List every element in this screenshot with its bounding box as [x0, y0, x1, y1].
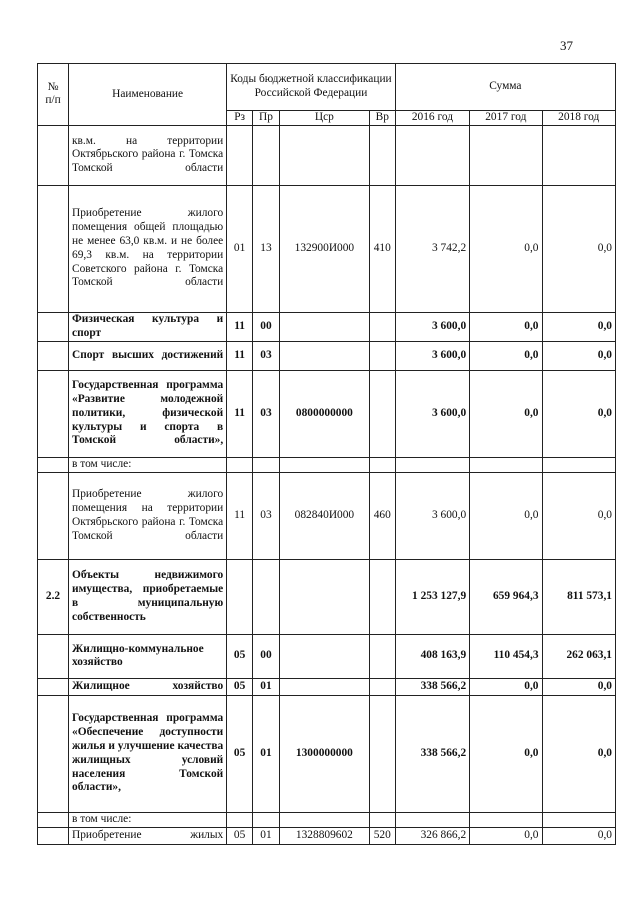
- row-vr: 460: [369, 472, 395, 559]
- row-vr: [369, 457, 395, 472]
- row-name: Объекты недвижимого имущества, приобретаемые в муниципальную собственность: [69, 559, 227, 634]
- row-name: Государственная программа «Обеспечение доступности жилья и улучшение качества жилищных условий населения Томской области»,: [69, 695, 227, 812]
- row-sum-2016: [395, 457, 469, 472]
- row-sum-2018: 0,0: [542, 678, 615, 695]
- row-name: Жилищное хозяйство: [69, 678, 227, 695]
- row-pr: 01: [253, 695, 280, 812]
- row-rz: 05: [227, 695, 253, 812]
- row-name: Жилищно-коммунальное хозяйство: [69, 634, 227, 678]
- row-num: 2.2: [38, 559, 69, 634]
- row-name: Приобретение жилого помещения на территории Октябрьского района г. Томска Томской области: [69, 472, 227, 559]
- row-csr: [279, 312, 369, 341]
- row-vr: 410: [369, 185, 395, 312]
- header-pr: Пр: [253, 111, 280, 126]
- row-sum-2018: 0,0: [542, 370, 615, 457]
- row-sum-2018: 0,0: [542, 827, 615, 844]
- row-csr: 1328809602: [279, 827, 369, 844]
- row-csr: 082840И000: [279, 472, 369, 559]
- row-sum-2016: 3 600,0: [395, 472, 469, 559]
- row-rz: 11: [227, 472, 253, 559]
- header-2016: 2016 год: [395, 111, 469, 126]
- row-sum-2017: 0,0: [470, 370, 542, 457]
- row-csr: 1300000000: [279, 695, 369, 812]
- row-csr: [279, 634, 369, 678]
- row-csr: [279, 678, 369, 695]
- table-row: [38, 827, 616, 844]
- row-vr: [369, 312, 395, 341]
- table-row: [38, 312, 616, 341]
- row-pr: [253, 457, 280, 472]
- row-num: [38, 472, 69, 559]
- row-name: кв.м. на территории Октябрьского района г. Томска Томской области: [69, 125, 227, 185]
- row-num: [38, 341, 69, 370]
- row-num: [38, 312, 69, 341]
- row-sum-2018: [542, 457, 615, 472]
- header-row: [38, 64, 616, 111]
- row-sum-2018: 0,0: [542, 695, 615, 812]
- row-rz: 11: [227, 370, 253, 457]
- header-rz: Рз: [227, 111, 253, 126]
- table-row: [38, 559, 616, 634]
- table-row: [38, 695, 616, 812]
- row-rz: 11: [227, 341, 253, 370]
- budget-table: [37, 63, 616, 845]
- row-sum-2018: 811 573,1: [542, 559, 615, 634]
- row-sum-2018: 0,0: [542, 312, 615, 341]
- row-rz: [227, 125, 253, 185]
- row-sum-2017: [470, 125, 542, 185]
- table-row: [38, 472, 616, 559]
- row-sum-2017: 0,0: [470, 827, 542, 844]
- row-vr: [369, 812, 395, 827]
- table-row: [38, 678, 616, 695]
- row-sum-2016: 3 600,0: [395, 341, 469, 370]
- header-vr: Вр: [369, 111, 395, 126]
- row-pr: [253, 559, 280, 634]
- row-sum-2018: 0,0: [542, 472, 615, 559]
- header-sum: Сумма: [395, 64, 615, 111]
- row-name: Физическая культура и спорт: [69, 312, 227, 341]
- header-codes: Коды бюджетной классификации Российской Федерации: [227, 64, 396, 111]
- table-row: [38, 457, 616, 472]
- page-number: 37: [560, 38, 573, 53]
- row-csr: [279, 457, 369, 472]
- row-sum-2016: 3 600,0: [395, 312, 469, 341]
- table-row: [38, 812, 616, 827]
- row-csr: [279, 125, 369, 185]
- row-sum-2018: [542, 125, 615, 185]
- row-pr: 00: [253, 312, 280, 341]
- row-vr: [369, 341, 395, 370]
- row-pr: 01: [253, 678, 280, 695]
- row-pr: 03: [253, 341, 280, 370]
- header-2018: 2018 год: [542, 111, 615, 126]
- row-num: [38, 812, 69, 827]
- row-sum-2018: 0,0: [542, 341, 615, 370]
- row-name: Приобретение жилого помещения общей площадью не менее 63,0 кв.м. и не более 69,3 кв.м. на территории Советского района г. Томска Томской области: [69, 185, 227, 312]
- row-vr: [369, 559, 395, 634]
- row-name: Спорт высших достижений: [69, 341, 227, 370]
- row-name: в том числе:: [69, 812, 227, 827]
- row-sum-2017: 0,0: [470, 185, 542, 312]
- row-sum-2016: 338 566,2: [395, 695, 469, 812]
- header-2017: 2017 год: [470, 111, 542, 126]
- row-rz: 01: [227, 185, 253, 312]
- row-sum-2017: [470, 812, 542, 827]
- row-rz: 05: [227, 827, 253, 844]
- row-csr: [279, 812, 369, 827]
- row-rz: [227, 457, 253, 472]
- row-sum-2016: 3 600,0: [395, 370, 469, 457]
- row-num: [38, 634, 69, 678]
- row-vr: 520: [369, 827, 395, 844]
- table-row: [38, 185, 616, 312]
- row-sum-2017: 0,0: [470, 695, 542, 812]
- row-pr: 03: [253, 472, 280, 559]
- row-sum-2016: 408 163,9: [395, 634, 469, 678]
- row-vr: [369, 370, 395, 457]
- row-rz: 05: [227, 634, 253, 678]
- row-name: в том числе:: [69, 457, 227, 472]
- row-vr: [369, 125, 395, 185]
- row-pr: [253, 812, 280, 827]
- row-pr: [253, 125, 280, 185]
- row-sum-2017: [470, 457, 542, 472]
- row-name: Государственная программа «Развитие молодежной политики, физической культуры и спорта в Томской области»,: [69, 370, 227, 457]
- row-pr: 13: [253, 185, 280, 312]
- row-vr: [369, 634, 395, 678]
- row-vr: [369, 678, 395, 695]
- row-sum-2016: 338 566,2: [395, 678, 469, 695]
- row-sum-2018: [542, 812, 615, 827]
- row-num: [38, 185, 69, 312]
- row-num: [38, 370, 69, 457]
- row-csr: [279, 341, 369, 370]
- row-num: [38, 678, 69, 695]
- row-num: [38, 695, 69, 812]
- row-sum-2017: 0,0: [470, 341, 542, 370]
- row-rz: 05: [227, 678, 253, 695]
- row-sum-2017: 0,0: [470, 312, 542, 341]
- row-csr: 132900И000: [279, 185, 369, 312]
- row-sum-2017: 110 454,3: [470, 634, 542, 678]
- row-num: [38, 125, 69, 185]
- row-num: [38, 827, 69, 844]
- row-csr: 0800000000: [279, 370, 369, 457]
- table-row: [38, 370, 616, 457]
- row-sum-2018: 0,0: [542, 185, 615, 312]
- header-name: Наименование: [69, 64, 227, 126]
- row-name: Приобретение жилых: [69, 827, 227, 844]
- table-row: [38, 125, 616, 185]
- table-row: [38, 634, 616, 678]
- row-sum-2016: [395, 125, 469, 185]
- row-pr: 00: [253, 634, 280, 678]
- header-num: № п/п: [38, 64, 69, 126]
- row-rz: [227, 559, 253, 634]
- row-pr: 01: [253, 827, 280, 844]
- row-num: [38, 457, 69, 472]
- row-pr: 03: [253, 370, 280, 457]
- row-sum-2016: [395, 812, 469, 827]
- row-sum-2016: 1 253 127,9: [395, 559, 469, 634]
- table-row: [38, 341, 616, 370]
- row-rz: [227, 812, 253, 827]
- row-sum-2016: 3 742,2: [395, 185, 469, 312]
- row-sum-2018: 262 063,1: [542, 634, 615, 678]
- row-sum-2017: 659 964,3: [470, 559, 542, 634]
- row-sum-2016: 326 866,2: [395, 827, 469, 844]
- row-sum-2017: 0,0: [470, 678, 542, 695]
- row-sum-2017: 0,0: [470, 472, 542, 559]
- row-rz: 11: [227, 312, 253, 341]
- header-csr: Цср: [279, 111, 369, 126]
- row-csr: [279, 559, 369, 634]
- row-vr: [369, 695, 395, 812]
